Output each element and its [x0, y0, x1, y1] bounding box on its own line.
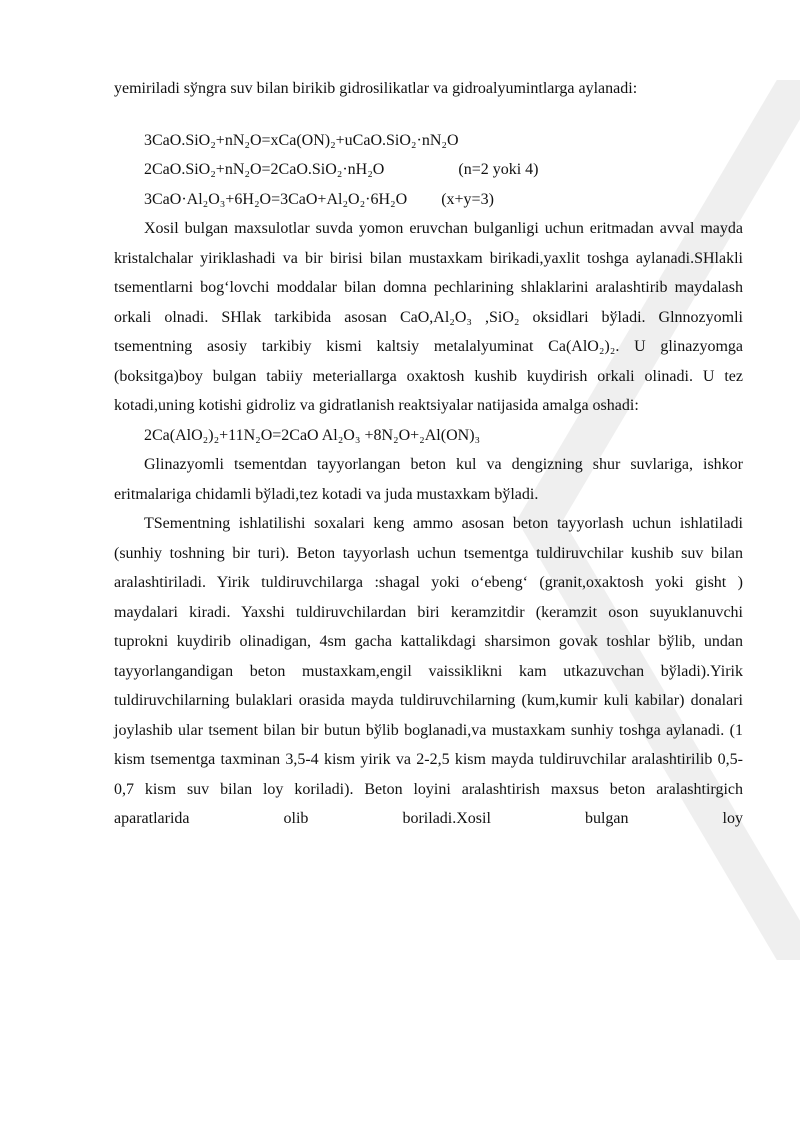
formula-2	[114, 155, 743, 185]
formula-2-note: (n=2 yoki 4)	[458, 161, 539, 178]
intro-text: yemiriladi sўngra suv bilan birikib gidrosilikatlar va gidroalyumintlarga aylanadi:	[114, 80, 638, 97]
formula-4	[114, 421, 743, 451]
formula-3	[114, 185, 743, 215]
paragraph-2	[114, 450, 743, 509]
document-page	[114, 74, 743, 834]
paragraph-1	[114, 214, 743, 421]
paragraph-2-text: Glinazyomli tsementdan tayyorlangan beton kul va dengizning shur suvlariga, ishkor eritmalariga chidamli bўladi,tez kotadi va juda mustaxkam bўladi.	[114, 456, 743, 503]
paragraph-3-text: TSementning ishlatilishi soxalari keng ammo asosan beton tayyorlash uchun ishlatiladi (sunhiy toshning bir turi). Beton tayyorlash uchun tsementga tuldiruvchilar kushib suv bilan aralashtiriladi. Yirik tuldiruvchilarga :shagal yoki o‘ebeng‘ (granit,oxaktosh yoki gisht ) maydalari kiradi. Yaxshi tuldiruvchilardan biri keramzitdir (keramzit oson suyuklanuvchi tuprokni kuydirib olinadigan, 4sm gacha kattalikdagi sharsimon govak toshlar bўlib, undan tayyorlangandigan beton mustaxkam,engil vaissiklikni kam utkazuvchan bўladi).Yirik tuldiruvchilarning bulaklari orasida mayda tuldiruvchilarning (kum,kumir kuli kabilar) donalari joylashib ular tsement bilan bir butun bўlib boglanadi,va mustaxkam sunhiy toshga aylanadi. (1 kism tsementga taxminan 3,5-4 kism yirik va 2-2,5 kism mayda tuldiruvchilar aralashtirilib 0,5-0,7 kism suv bilan loy koriladi). Beton loyini aralashtirish maxsus beton aralashtirgich aparatlarida olib boriladi.Xosil bulgan loy	[114, 515, 743, 827]
formula-3-note: (x+y=3)	[441, 190, 494, 208]
formula-3-text: 3CaO·Al₂O₃+6H₂O=3CaO+Al₂O₂·6H₂O	[144, 190, 408, 208]
formula-1	[114, 126, 743, 156]
paragraph-3	[114, 509, 743, 834]
formula-1-text: 3CaO.SiO₂+nN₂O=xCa(ON)₂+uCaO.SiO₂·nN₂O	[144, 131, 459, 149]
formula-4-text: 2Ca(AlO₂)₂+11N₂O=2CaO Al₂O₃ +8N₂O+₂Al(ON)₃	[144, 426, 481, 444]
paragraph-1-text: Xosil bulgan maxsulotlar suvda yomon eruvchan bulganligi uchun eritmadan avval mayda kristalchalar yiriklashadi va bir birisi bilan mustaxkam birikadi,yaxlit toshga aylanadi.SHlakli tsementlarni bog‘lovchi moddalar bilan domna pechlarining shlaklarini aralashtirib maydalash orkali olnadi. SHlak tarkibida asosan CaO,Al₂O₃ ,SiO₂ oksidlari bўladi. Glnnozyomli tsementning asosiy tarkibiy kismi kaltsiy metalalyuminat Ca(AlO₂)₂. U glinazyomga (boksitga)boy bulgan tabiiy meteriallarga oxaktosh kushib kuydirish orkali olinadi. U tez kotadi,uning kotishi gidroliz va gidratlanish reaktsiyalar natijasida amalga oshadi:	[114, 220, 743, 414]
spacer	[114, 104, 743, 126]
intro-paragraph	[114, 74, 743, 104]
formula-2-text: 2CaO.SiO₂+nN₂O=2CaO.SiO₂·nH₂O	[144, 161, 385, 178]
